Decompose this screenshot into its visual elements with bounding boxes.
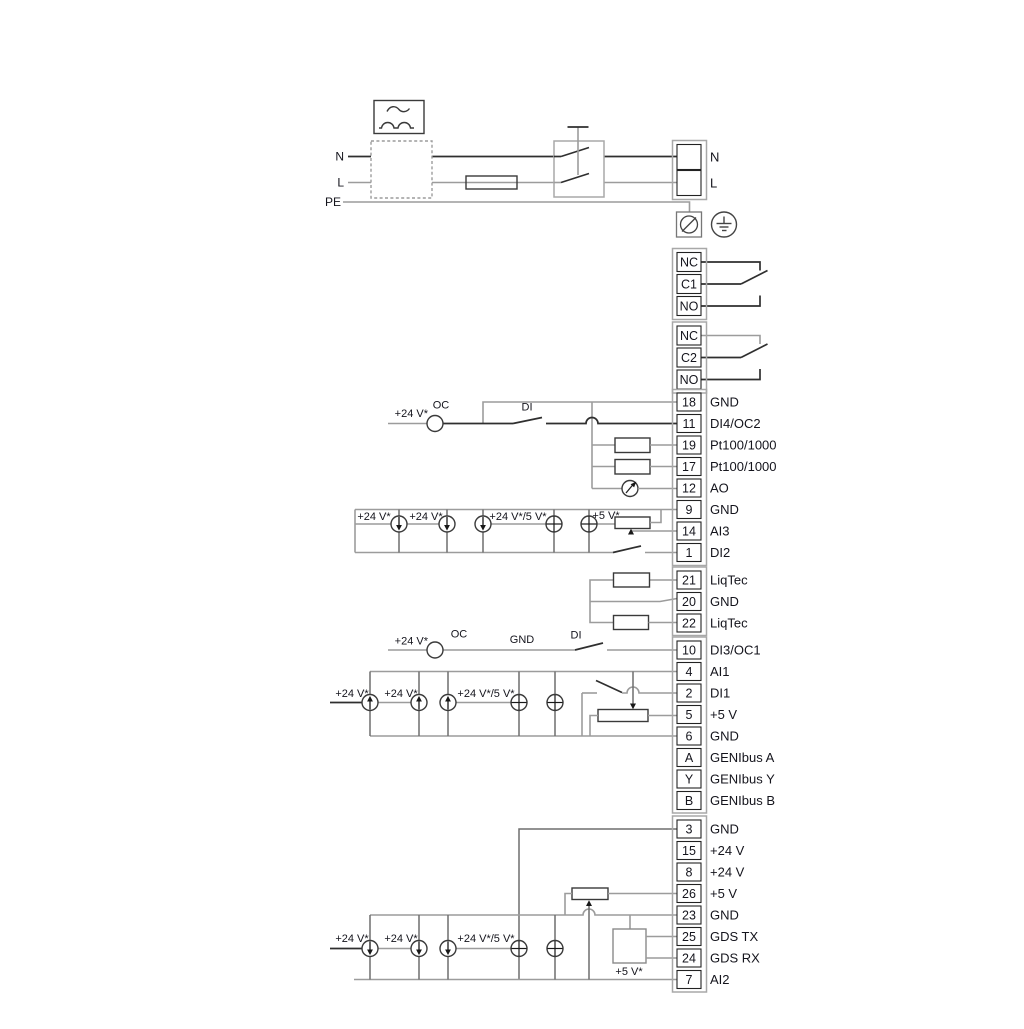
open-collector-icon	[427, 416, 443, 432]
terminal-row	[677, 770, 775, 788]
svg-text:DI2: DI2	[710, 545, 731, 560]
terminal-row	[677, 479, 729, 497]
switch-blade-icon	[561, 148, 589, 157]
terminal-strip-liqtec	[673, 567, 749, 636]
terminal-row	[677, 436, 777, 454]
svg-text:10: 10	[682, 643, 696, 658]
svg-text:LiqTec: LiqTec	[710, 615, 748, 631]
svg-text:1: 1	[685, 546, 693, 560]
svg-text:GDS TX: GDS TX	[710, 929, 759, 944]
terminal-strip-control	[673, 637, 776, 813]
earth-symbol-icon	[712, 212, 737, 237]
switch-blade-icon	[561, 174, 589, 183]
terminal-row	[677, 971, 730, 989]
terminal-strip-mains	[673, 141, 707, 200]
v24-or-v5-label: +24 V*/5 V*	[457, 933, 515, 945]
resistor	[615, 438, 650, 453]
svg-text:+5 V: +5 V	[710, 886, 738, 901]
relay-contact-icon	[741, 271, 768, 285]
v24-or-v5-label: +24 V*/5 V*	[489, 511, 547, 523]
svg-text:GND: GND	[710, 594, 739, 609]
gds-sensor-box	[613, 929, 646, 963]
svg-text:GENIbus A: GENIbus A	[710, 750, 775, 765]
svg-text:25: 25	[682, 930, 696, 944]
voltage-source-icon	[547, 695, 563, 711]
ac-waveform-symbol	[374, 101, 424, 134]
svg-text:DI3/OC1: DI3/OC1	[710, 642, 761, 658]
svg-text:5: 5	[685, 708, 693, 722]
svg-text:12: 12	[682, 481, 696, 496]
terminal-row	[677, 863, 745, 881]
terminal-row	[677, 906, 739, 924]
terminal-strip-power-gds	[673, 816, 761, 992]
svg-text:11: 11	[682, 417, 696, 431]
wiper-arrow-icon	[630, 704, 636, 710]
svg-text:AI1: AI1	[710, 664, 730, 679]
terminal-row	[677, 593, 739, 611]
terminal-strip-io	[673, 390, 777, 566]
svg-text:20: 20	[682, 595, 696, 609]
terminal-row	[677, 684, 730, 702]
svg-text:24: 24	[682, 951, 696, 966]
relay1-no: NO	[679, 299, 699, 314]
terminal-row	[677, 501, 739, 519]
v24-label: +24 V*	[394, 408, 428, 420]
v24-label: +24 V*	[394, 635, 428, 648]
terminal-row	[677, 820, 739, 838]
svg-text:6: 6	[685, 729, 693, 744]
terminal-row	[677, 727, 739, 745]
analog-output-meter-icon	[622, 481, 638, 497]
terminal-row	[677, 749, 775, 767]
terminal-row	[677, 393, 739, 411]
relay-2-section	[673, 322, 768, 393]
terminal-row	[677, 522, 730, 540]
terminal-n-label: N	[710, 149, 720, 165]
v5-label: +5 V*	[592, 510, 620, 522]
terminal-row	[677, 458, 777, 476]
v24-label: +24 V*	[384, 688, 418, 700]
svg-text:LiqTec: LiqTec	[710, 572, 748, 588]
svg-text:Pt100/1000: Pt100/1000	[710, 437, 777, 453]
di-switch-icon	[596, 681, 622, 693]
svg-text:GND: GND	[710, 821, 739, 837]
svg-text:GND: GND	[710, 728, 739, 744]
terminal-row	[677, 928, 758, 946]
relay2-common: C2	[681, 351, 697, 365]
svg-text:Pt100/1000: Pt100/1000	[710, 459, 777, 474]
wiper-arrow-icon	[586, 900, 592, 906]
pe-screw-terminal	[677, 212, 702, 237]
terminal-l-label: L	[710, 175, 718, 191]
svg-text:AI2: AI2	[710, 972, 730, 987]
v24-label: +24 V*	[357, 511, 391, 523]
current-source-icon	[440, 695, 456, 711]
di-label: DI	[570, 629, 582, 642]
open-collector-icon	[427, 642, 443, 658]
svg-text:17: 17	[682, 460, 696, 474]
svg-text:AI3: AI3	[710, 523, 730, 539]
liqtec-section	[590, 573, 677, 630]
svg-text:23: 23	[682, 908, 696, 923]
pe-wire	[343, 202, 690, 212]
di-switch-icon	[513, 418, 542, 424]
svg-text:GENIbus Y: GENIbus Y	[710, 771, 775, 787]
svg-text:B: B	[684, 794, 694, 808]
svg-text:21: 21	[682, 573, 696, 588]
oc-label: OC	[450, 628, 468, 641]
v24-label: +24 V*	[384, 933, 418, 945]
mains-power-section	[343, 101, 737, 238]
voltage-source-icon	[547, 941, 563, 957]
gnd-label: GND	[509, 634, 535, 646]
resistor	[614, 616, 649, 630]
svg-text:4: 4	[685, 665, 693, 679]
svg-text:GND: GND	[710, 907, 739, 923]
terminal-row	[677, 544, 730, 562]
relay1-nc: NC	[679, 255, 699, 270]
v5-label: +5 V*	[615, 966, 643, 978]
terminal-row	[677, 663, 730, 681]
svg-text:GND: GND	[710, 502, 739, 517]
analog-input1-section	[330, 672, 677, 737]
digital-input3-section	[388, 629, 677, 659]
terminal-row	[677, 641, 761, 659]
svg-text:DI4/OC2: DI4/OC2	[710, 416, 761, 431]
svg-text:+24 V: +24 V	[710, 843, 745, 858]
svg-text:15: 15	[682, 844, 696, 858]
svg-text:Y: Y	[684, 772, 694, 787]
svg-text:GENIbus B: GENIbus B	[710, 793, 776, 808]
relay2-no: NO	[679, 373, 699, 387]
l-label: L	[337, 175, 344, 190]
svg-text:9: 9	[685, 503, 693, 517]
relay-contact-icon	[741, 344, 768, 358]
dashed-module-box	[371, 141, 432, 198]
svg-text:8: 8	[685, 865, 693, 880]
svg-text:GDS RX: GDS RX	[710, 950, 760, 966]
v24-or-v5-label: +24 V*/5 V*	[457, 688, 515, 700]
v24-label: +24 V*	[335, 688, 369, 700]
resistor	[614, 573, 650, 587]
di-switch-icon	[613, 546, 641, 553]
svg-text:AO: AO	[710, 480, 729, 496]
terminal-row	[677, 792, 775, 810]
relay2-nc: NC	[679, 329, 699, 343]
terminal-row	[677, 415, 761, 433]
relay1-common: C1	[681, 277, 697, 292]
oc-label: OC	[432, 399, 450, 412]
svg-text:GND: GND	[710, 394, 739, 410]
potentiometer	[615, 517, 650, 529]
v24-label: +24 V*	[409, 511, 443, 523]
n-label: N	[335, 149, 344, 164]
analog-input2-gds-section	[330, 829, 677, 980]
terminal-row	[677, 842, 745, 860]
pe-label: PE	[324, 195, 341, 209]
svg-text:14: 14	[682, 524, 696, 539]
current-source-icon	[440, 941, 456, 957]
svg-text:2: 2	[685, 686, 693, 701]
resistor	[615, 460, 650, 475]
terminal-row	[677, 949, 760, 967]
current-source-icon	[391, 516, 407, 532]
isolator-switch	[554, 127, 604, 197]
relay-1-section	[673, 249, 768, 320]
svg-text:A: A	[684, 751, 694, 765]
svg-text:DI1: DI1	[710, 685, 731, 701]
svg-text:22: 22	[682, 616, 696, 631]
terminal-row	[677, 614, 748, 632]
di-label: DI	[521, 401, 533, 414]
analog-input3-section	[355, 510, 677, 553]
svg-text:+24 V: +24 V	[710, 864, 745, 880]
svg-text:18: 18	[682, 395, 696, 410]
svg-text:19: 19	[682, 438, 696, 453]
digital-io-temp-section	[388, 400, 677, 497]
svg-text:+5 V: +5 V	[710, 707, 738, 722]
voltage-source-icon	[546, 516, 562, 532]
svg-text:3: 3	[685, 822, 693, 837]
svg-text:26: 26	[682, 887, 696, 901]
potentiometer	[572, 888, 608, 900]
v24-label: +24 V*	[335, 933, 369, 945]
di-switch-icon	[575, 643, 603, 650]
terminal-row	[677, 571, 748, 589]
svg-text:7: 7	[685, 973, 693, 987]
potentiometer	[598, 710, 648, 722]
